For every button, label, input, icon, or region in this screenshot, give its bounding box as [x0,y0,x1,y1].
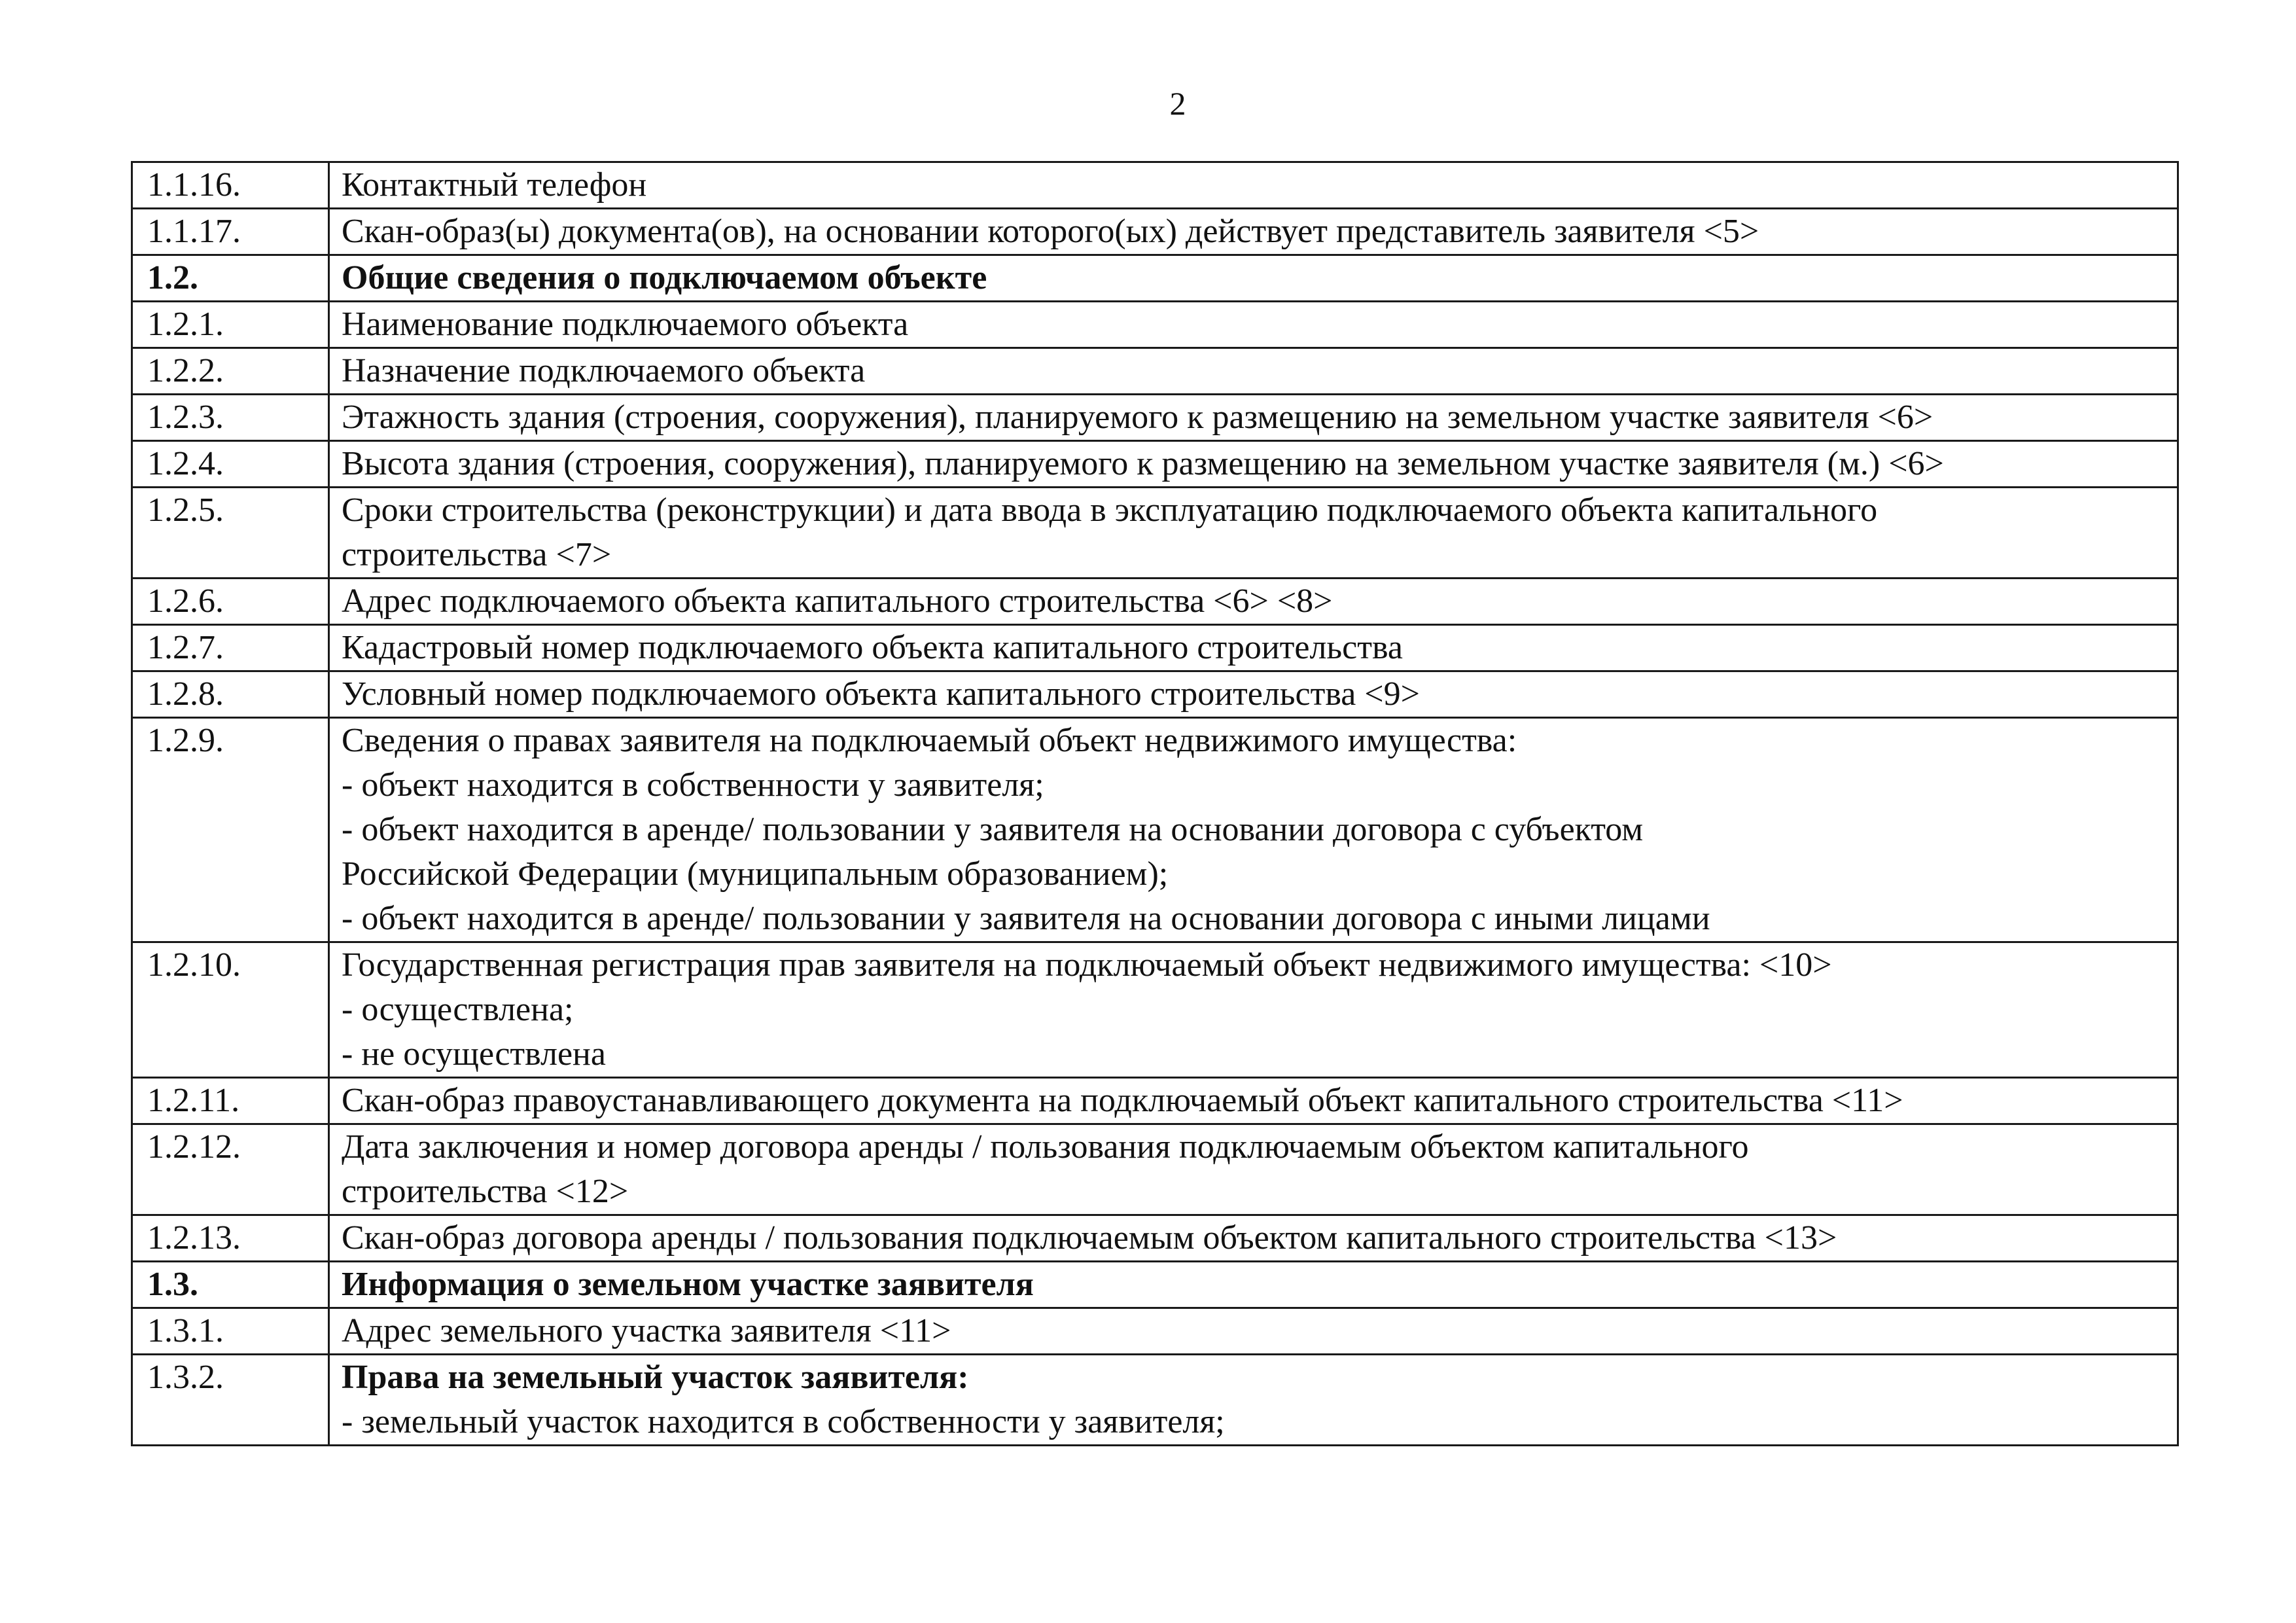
row-number: 1.3.1. [132,1308,329,1355]
row-description [329,1308,2178,1355]
row-number: 1.2.9. [132,718,329,942]
row-number: 1.2.11. [132,1078,329,1124]
table-row [132,1355,2178,1446]
application-form-table [131,161,2179,1446]
row-description [329,488,2178,579]
table-row [132,625,2178,671]
description-line: - осуществлена; [342,991,574,1028]
description-line: Назначение подключаемого объекта [342,352,866,389]
description-line: Информация о земельном участке заявителя [342,1266,1034,1303]
row-number: 1.2.8. [132,671,329,718]
row-description [329,302,2178,348]
description-line: Государственная регистрация прав заявителя на подключаемый объект недвижимого имущества: <10> [342,946,1832,984]
table-row [132,1215,2178,1262]
description-line: Сведения о правах заявителя на подключаемый объект недвижимого имущества: [342,722,1517,759]
description-line: Российской Федерации (муниципальным образованием); [342,855,1169,893]
row-description [329,1215,2178,1262]
row-description [329,1355,2178,1446]
description-line: - не осуществлена [342,1035,606,1073]
table-row [132,162,2178,209]
row-description [329,1078,2178,1124]
table-row [132,718,2178,942]
description-line: Высота здания (строения, сооружения), планируемого к размещению на земельном участке заявителя (м.) <6> [342,445,1944,482]
description-line: Контактный телефон [342,166,647,204]
description-line: строительства <7> [342,536,612,573]
description-line: Адрес земельного участка заявителя <11> [342,1312,951,1349]
row-number: 1.3.2. [132,1355,329,1446]
description-line: - объект находится в аренде/ пользовании у заявителя на основании договора с иными лицами [342,900,1710,937]
description-line: Скан-образ договора аренды / пользования подключаемым объектом капитального строительства <13> [342,1219,1837,1257]
row-number: 1.2.5. [132,488,329,579]
row-description [329,942,2178,1078]
row-description [329,209,2178,255]
row-description [329,1124,2178,1215]
table-row [132,1124,2178,1215]
row-description [329,671,2178,718]
description-line: Наименование подключаемого объекта [342,306,909,343]
table-row [132,1078,2178,1124]
description-line: - объект находится в собственности у заявителя; [342,766,1044,804]
row-description [329,162,2178,209]
row-description [329,579,2178,625]
row-number: 1.1.16. [132,162,329,209]
description-line: Дата заключения и номер договора аренды / пользования подключаемым объектом капитального [342,1128,1749,1166]
row-number: 1.1.17. [132,209,329,255]
row-description [329,1262,2178,1308]
description-line: Права на земельный участок заявителя: [342,1359,969,1396]
table-body [132,162,2178,1446]
row-number: 1.2.6. [132,579,329,625]
table-row [132,395,2178,441]
description-line: строительства <12> [342,1173,629,1210]
row-number: 1.2.7. [132,625,329,671]
table-row [132,671,2178,718]
row-number: 1.2.1. [132,302,329,348]
table-row [132,942,2178,1078]
row-number: 1.2.2. [132,348,329,395]
description-line: Адрес подключаемого объекта капитального строительства <6> <8> [342,582,1333,620]
description-line: Условный номер подключаемого объекта капитального строительства <9> [342,675,1420,713]
description-line: - объект находится в аренде/ пользовании у заявителя на основании договора с субъектом [342,811,1644,848]
description-line: Общие сведения о подключаемом объекте [342,259,987,296]
row-number: 1.3. [132,1262,329,1308]
row-number: 1.2.13. [132,1215,329,1262]
row-description [329,441,2178,488]
row-number: 1.2.4. [132,441,329,488]
table-row [132,488,2178,579]
row-description [329,348,2178,395]
row-number: 1.2. [132,255,329,302]
description-line: Этажность здания (строения, сооружения), планируемого к размещению на земельном участке заявителя <6> [342,399,1934,436]
table-row [132,209,2178,255]
row-description [329,625,2178,671]
table-row [132,1308,2178,1355]
table-row [132,441,2178,488]
table-row [132,348,2178,395]
table-row [132,1262,2178,1308]
row-description [329,395,2178,441]
description-line: - земельный участок находится в собственности у заявителя; [342,1403,1225,1440]
page-number: 2 [1169,85,1186,122]
row-number: 1.2.12. [132,1124,329,1215]
table-row [132,255,2178,302]
description-line: Сроки строительства (реконструкции) и дата ввода в эксплуатацию подключаемого объекта капитального [342,491,1878,529]
row-description [329,718,2178,942]
table-row [132,302,2178,348]
table-row [132,579,2178,625]
description-line: Скан-образ(ы) документа(ов), на основании которого(ых) действует представитель заявителя <5> [342,213,1759,250]
row-number: 1.2.10. [132,942,329,1078]
row-description [329,255,2178,302]
description-line: Скан-образ правоустанавливающего документа на подключаемый объект капитального строительства <11> [342,1082,1903,1119]
description-line: Кадастровый номер подключаемого объекта капитального строительства [342,629,1403,666]
row-number: 1.2.3. [132,395,329,441]
